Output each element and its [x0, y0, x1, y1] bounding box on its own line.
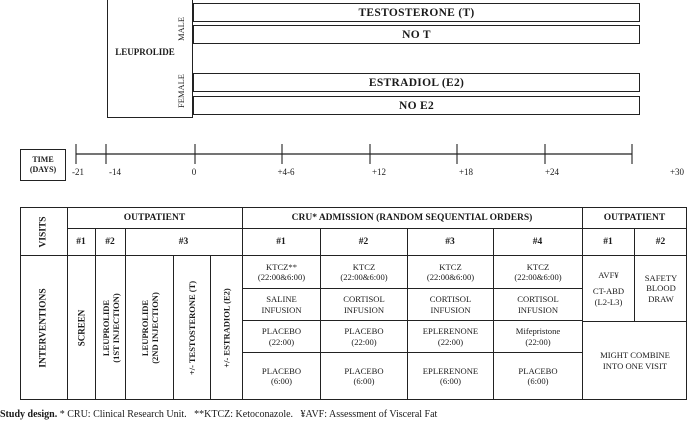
might-combine-cell: MIGHT COMBINE INTO ONE VISIT — [600, 350, 670, 371]
caption-text: * CRU: Clinical Research Unit. **KTCZ: Ketoconazole. ¥AVF: Assessment of Visceral Fat — [57, 409, 438, 420]
visit-number: #3 — [178, 237, 189, 247]
avf-ct-cell: AVF¥ CT-ABD (L2-L3) — [592, 269, 625, 307]
cru-drug-cell: KTCZ (22:00&6:00) — [340, 261, 388, 282]
cru-morning-dose-cell: EPLERENONE (6:00) — [422, 365, 479, 386]
visit-number: #1 — [76, 237, 86, 247]
cru-morning-dose-cell: PLACEBO (6:00) — [344, 365, 384, 386]
intervention-screen: SCREEN — [76, 309, 87, 346]
timeline-tick-label: -14 — [109, 167, 121, 177]
group-cru-admission: CRU* ADMISSION (RANDOM SEQUENTIAL ORDERS) — [291, 213, 533, 223]
leuprolide-label: LEUPROLIDE — [115, 47, 175, 57]
cru-infusion-cell: SALINE INFUSION — [261, 294, 302, 315]
group-outpatient-post: OUTPATIENT — [603, 213, 666, 223]
visit-number: #2 — [655, 237, 666, 247]
figure-caption — [0, 409, 691, 425]
cru-evening-dose-cell: Mifepristone (22:00) — [515, 326, 561, 347]
cru-morning-dose-cell: PLACEBO (6:00) — [261, 365, 302, 386]
timeline-tick-label: +18 — [458, 167, 474, 177]
timeline-tick-label: +4-6 — [277, 167, 295, 177]
timeline-axis — [0, 140, 691, 170]
visits-row-head: VISITS — [38, 215, 49, 248]
visit-number: #3 — [445, 237, 455, 247]
safety-blood-draw-cell: SAFETY BLOOD DRAW — [644, 272, 678, 304]
leuprolide-bracket-line — [107, 117, 193, 118]
visit-number: #2 — [105, 237, 115, 247]
cru-infusion-cell: CORTISOL INFUSION — [517, 294, 559, 315]
intervention-leuprolide-1st: LEUPROLIDE (1ST INJECTION) — [100, 292, 121, 363]
timeline-tick-label: 0 — [191, 167, 197, 177]
group-outpatient-pre: OUTPATIENT — [123, 213, 186, 223]
male-label: MALE — [176, 16, 186, 42]
time-axis-title-box: TIME (DAYS) — [20, 149, 66, 181]
visit-number: #4 — [532, 237, 543, 247]
caption-lead: Study design. — [0, 409, 58, 420]
visit-number: #2 — [358, 237, 369, 247]
cru-drug-cell: KTCZ (22:00&6:00) — [514, 261, 562, 282]
intervention-estradiol: +/- ESTRADIOL (E2) — [221, 287, 232, 368]
intervention-leuprolide-2nd: LEUPROLIDE (2ND INJECTION) — [139, 291, 160, 364]
timeline-tick-label: -21 — [72, 167, 84, 177]
interventions-row-head: INTERVENTIONS — [39, 287, 50, 368]
visit-number: #1 — [603, 237, 613, 247]
cru-infusion-cell: CORTISOL INFUSION — [343, 294, 385, 315]
arm-testosterone: TESTOSTERONE (T) — [193, 3, 640, 22]
cru-evening-dose-cell: PLACEBO (22:00) — [261, 326, 302, 347]
cru-drug-cell: KTCZ (22:00&6:00) — [426, 261, 475, 282]
timeline-tick-label: +24 — [544, 167, 560, 177]
arm-no-testosterone: NO T — [193, 25, 640, 44]
cru-infusion-cell: CORTISOL INFUSION — [429, 294, 472, 315]
timeline-tick-label: +12 — [371, 167, 387, 177]
leuprolide-bracket-line — [107, 0, 108, 118]
cru-evening-dose-cell: EPLERENONE (22:00) — [422, 326, 479, 347]
cru-evening-dose-cell: PLACEBO (22:00) — [344, 326, 384, 347]
arm-no-estradiol: NO E2 — [193, 96, 640, 115]
intervention-testosterone: +/- TESTOSTERONE (T) — [187, 280, 197, 375]
visit-number: #1 — [276, 237, 286, 247]
female-label: FEMALE — [176, 74, 186, 108]
timeline-tick-label: +30 — [669, 167, 685, 177]
arm-estradiol: ESTRADIOL (E2) — [193, 73, 640, 92]
cru-morning-dose-cell: PLACEBO (6:00) — [518, 365, 558, 386]
cru-drug-cell: KTCZ** (22:00&6:00) — [257, 261, 306, 282]
grid-line — [67, 228, 687, 229]
